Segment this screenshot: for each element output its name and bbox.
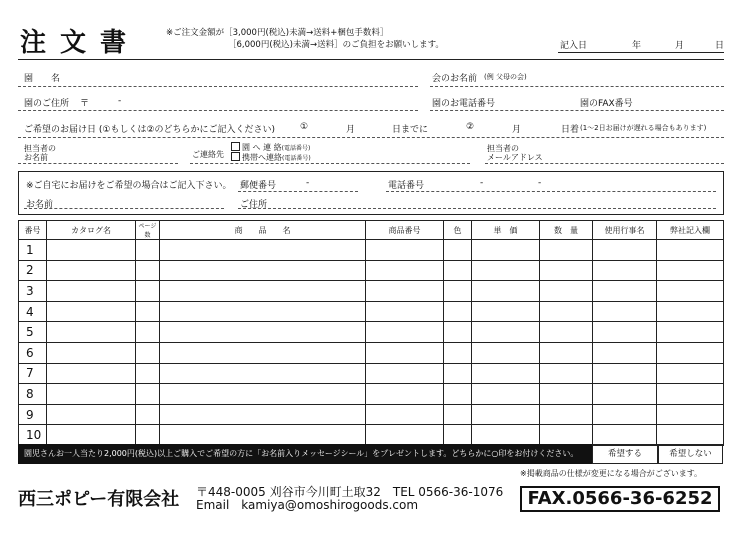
home-postal-dash: -: [306, 178, 310, 188]
school-checkbox[interactable]: [231, 142, 240, 151]
table-row: [19, 342, 724, 363]
table-cell[interactable]: [593, 404, 657, 425]
contact-opt1-label: 園 へ 連 絡: [242, 143, 282, 152]
table-cell[interactable]: [472, 425, 540, 446]
table-cell[interactable]: [472, 301, 540, 322]
table-header-cell: 使用行事名: [593, 221, 657, 240]
table-header-cell: 弊社記入欄: [657, 221, 724, 240]
table-cell[interactable]: [160, 301, 366, 322]
parent-assoc-example: (例 父母の会): [484, 73, 527, 81]
table-cell[interactable]: [657, 260, 724, 281]
table-cell[interactable]: [47, 404, 136, 425]
table-cell[interactable]: [657, 301, 724, 322]
table-cell[interactable]: [160, 425, 366, 446]
table-cell[interactable]: [540, 281, 593, 302]
delivery-label: ご希望のお届け日 (①もしくは②のどちらかにご記入ください): [24, 125, 276, 135]
delivery-month-1: 月: [346, 125, 356, 135]
table-row: [19, 260, 724, 281]
table-cell[interactable]: [136, 322, 160, 343]
table-row: [19, 240, 724, 261]
table-row: [19, 322, 724, 343]
row-number: 4: [19, 301, 47, 322]
table-cell[interactable]: [444, 281, 472, 302]
parent-assoc-label: 会のお名前: [432, 74, 478, 84]
table-header-row: [19, 221, 724, 240]
home-phone-dash-2: -: [538, 178, 542, 188]
contact-opt2-note: (電話番号): [282, 155, 311, 162]
table-header-cell: ページ数: [136, 221, 160, 240]
mobile-checkbox[interactable]: [231, 152, 240, 161]
table-cell[interactable]: [593, 363, 657, 384]
row-number: 7: [19, 363, 47, 384]
home-address-label: ご住所: [240, 200, 268, 210]
table-cell[interactable]: [160, 322, 366, 343]
table-cell[interactable]: [593, 425, 657, 446]
home-address-field[interactable]: [238, 208, 716, 209]
home-postal-label: 郵便番号: [240, 181, 277, 191]
table-cell[interactable]: [657, 425, 724, 446]
table-cell[interactable]: [540, 342, 593, 363]
table-row: [19, 384, 724, 405]
table-cell[interactable]: [366, 342, 444, 363]
table-cell[interactable]: [657, 322, 724, 343]
date-day: 日: [715, 41, 725, 51]
table-cell[interactable]: [444, 404, 472, 425]
home-phone-dash-1: -: [480, 178, 484, 188]
table-cell[interactable]: [593, 301, 657, 322]
table-cell[interactable]: [444, 342, 472, 363]
shipping-note-2: ［6,000円(税込)未満→送料］のご負担をお願いします。: [228, 40, 444, 50]
contact-opt1-note: (電話番号): [281, 145, 311, 152]
header-divider: [18, 59, 724, 60]
contact-opt2-label: 携帯へ連絡: [242, 153, 282, 162]
table-cell[interactable]: [657, 384, 724, 405]
school-name-field[interactable]: [18, 86, 418, 87]
table-cell[interactable]: [540, 322, 593, 343]
table-cell[interactable]: [47, 281, 136, 302]
table-cell[interactable]: [472, 342, 540, 363]
table-cell[interactable]: [593, 281, 657, 302]
table-cell[interactable]: [540, 404, 593, 425]
home-phone-field[interactable]: [386, 191, 716, 192]
table-cell[interactable]: [366, 260, 444, 281]
email-label-line2: メールアドレス: [487, 153, 543, 162]
table-cell[interactable]: [366, 322, 444, 343]
table-cell[interactable]: [472, 384, 540, 405]
table-cell[interactable]: [593, 260, 657, 281]
table-cell[interactable]: [47, 363, 136, 384]
school-phone-field[interactable]: [430, 110, 724, 111]
table-cell[interactable]: [593, 342, 657, 363]
sticker-offer-bar: 園児さんお一人当たり2,000円(税込)以上ご購入でご希望の方に「お名前入りメッセージシール」をプレゼントします。どちらかに○印をお付けください。: [18, 444, 592, 464]
table-cell[interactable]: [444, 425, 472, 446]
table-cell[interactable]: [472, 322, 540, 343]
date-label: 記入日: [560, 41, 588, 51]
table-cell[interactable]: [366, 240, 444, 261]
date-underline: [558, 52, 724, 53]
delivery-opt1: ①: [300, 122, 309, 132]
table-cell[interactable]: [444, 240, 472, 261]
table-cell[interactable]: [366, 281, 444, 302]
table-cell[interactable]: [593, 240, 657, 261]
table-cell[interactable]: [160, 240, 366, 261]
fax-number-box: FAX.0566-36-6252: [520, 486, 720, 512]
parent-assoc-field[interactable]: [430, 86, 724, 87]
table-cell[interactable]: [136, 260, 160, 281]
table-cell[interactable]: [444, 363, 472, 384]
table-header-cell: 色: [444, 221, 472, 240]
table-cell[interactable]: [593, 384, 657, 405]
table-cell[interactable]: [540, 425, 593, 446]
contact-label: ご連絡先: [192, 150, 224, 159]
table-cell[interactable]: [160, 384, 366, 405]
table-header-cell: 商 品 名: [160, 221, 366, 240]
table-cell[interactable]: [472, 240, 540, 261]
table-cell[interactable]: [366, 384, 444, 405]
row-number: 1: [19, 240, 47, 261]
table-cell[interactable]: [136, 301, 160, 322]
delivery-delay-note: (1～2日お届けが遅れる場合もあります): [580, 124, 707, 132]
person-name-label: [24, 144, 56, 162]
table-cell[interactable]: [444, 260, 472, 281]
table-cell[interactable]: [136, 404, 160, 425]
company-address: [196, 486, 503, 512]
date-year: 年: [632, 41, 642, 51]
table-cell[interactable]: [160, 342, 366, 363]
company-address-line: 〒448-0005 刈谷市今川町土取32 TEL 0566-36-1076: [196, 485, 504, 499]
table-cell[interactable]: [47, 240, 136, 261]
table-cell[interactable]: [366, 363, 444, 384]
home-name-label: お名前: [26, 200, 54, 210]
table-cell[interactable]: [657, 342, 724, 363]
table-cell[interactable]: [472, 363, 540, 384]
address-label: 園のご住所: [24, 99, 70, 109]
table-cell[interactable]: [136, 363, 160, 384]
hope-yes-option[interactable]: 希望する: [592, 444, 658, 464]
postal-dash: -: [118, 96, 122, 106]
delivery-opt2: ②: [466, 122, 475, 132]
table-cell[interactable]: [47, 260, 136, 281]
table-cell[interactable]: [160, 363, 366, 384]
page-title: 注文書: [20, 28, 141, 58]
table-cell[interactable]: [540, 260, 593, 281]
table-cell[interactable]: [444, 301, 472, 322]
row-number: 8: [19, 384, 47, 405]
home-delivery-note: ※ご自宅にお届けをご希望の場合はご記入下さい。: [26, 181, 232, 191]
table-cell[interactable]: [540, 301, 593, 322]
table-cell[interactable]: [366, 301, 444, 322]
row-number: 10: [19, 425, 47, 446]
person-name-field[interactable]: [18, 163, 178, 164]
row-number: 2: [19, 260, 47, 281]
table-header-cell: 商品番号: [366, 221, 444, 240]
home-name-field[interactable]: [24, 208, 224, 209]
table-cell[interactable]: [136, 240, 160, 261]
table-cell[interactable]: [160, 260, 366, 281]
address-field[interactable]: [18, 110, 418, 111]
date-month: 月: [675, 41, 685, 51]
table-cell[interactable]: [136, 425, 160, 446]
table-header-cell: カタログ名: [47, 221, 136, 240]
row-number: 3: [19, 281, 47, 302]
table-cell[interactable]: [136, 384, 160, 405]
table-row: [19, 281, 724, 302]
row-number: 5: [19, 322, 47, 343]
home-phone-label: 電話番号: [388, 181, 425, 191]
table-cell[interactable]: [47, 384, 136, 405]
hope-no-option[interactable]: 希望しない: [658, 444, 723, 464]
table-cell[interactable]: [540, 384, 593, 405]
email-label: [487, 144, 543, 162]
contact-option-mobile[interactable]: [231, 152, 311, 163]
shipping-note-1: ※ご注文金額が［3,000円(税込)未満→送料+梱包手数料］: [166, 28, 389, 38]
table-cell[interactable]: [657, 404, 724, 425]
table-cell[interactable]: [136, 342, 160, 363]
table-header-cell: 数 量: [540, 221, 593, 240]
home-postal-field[interactable]: [238, 191, 358, 192]
table-header-cell: 番号: [19, 221, 47, 240]
delivery-by-date: 日までに: [392, 125, 429, 135]
order-items-table: [18, 220, 724, 446]
table-cell[interactable]: [366, 404, 444, 425]
table-cell[interactable]: [444, 384, 472, 405]
delivery-field[interactable]: [18, 137, 724, 138]
table-cell[interactable]: [472, 404, 540, 425]
company-name: 西三ポピー有限会社: [18, 489, 180, 510]
table-cell[interactable]: [593, 322, 657, 343]
delivery-arrive-day: 日着: [561, 125, 580, 135]
table-cell[interactable]: [472, 260, 540, 281]
school-name-label: 園 名: [24, 74, 61, 84]
person-label-line1: 担当者の: [24, 144, 56, 153]
delivery-month-2: 月: [512, 125, 522, 135]
row-number: 9: [19, 404, 47, 425]
table-row: [19, 363, 724, 384]
table-cell[interactable]: [136, 281, 160, 302]
school-fax-label: 園のFAX番号: [580, 99, 633, 109]
table-cell[interactable]: [657, 281, 724, 302]
table-cell[interactable]: [160, 281, 366, 302]
spec-change-note: ※掲載商品の仕様が変更になる場合がございます。: [520, 469, 703, 478]
table-row: [19, 404, 724, 425]
table-cell[interactable]: [657, 363, 724, 384]
school-phone-label: 園のお電話番号: [432, 99, 496, 109]
table-cell[interactable]: [47, 342, 136, 363]
contact-field[interactable]: [190, 163, 470, 164]
table-header-cell: 単 価: [472, 221, 540, 240]
company-email-line: Email kamiya@omoshirogoods.com: [196, 498, 419, 512]
table-cell[interactable]: [540, 240, 593, 261]
table-cell[interactable]: [366, 425, 444, 446]
table-cell[interactable]: [444, 322, 472, 343]
postal-mark: 〒: [80, 99, 90, 109]
person-label-line2: お名前: [24, 153, 48, 162]
table-cell[interactable]: [657, 240, 724, 261]
table-cell[interactable]: [160, 404, 366, 425]
table-cell[interactable]: [47, 425, 136, 446]
table-cell[interactable]: [540, 363, 593, 384]
email-label-line1: 担当者の: [487, 144, 519, 153]
table-cell[interactable]: [47, 301, 136, 322]
row-number: 6: [19, 342, 47, 363]
table-row: [19, 301, 724, 322]
table-cell[interactable]: [472, 281, 540, 302]
email-field[interactable]: [485, 163, 724, 164]
table-row: [19, 425, 724, 446]
table-cell[interactable]: [47, 322, 136, 343]
